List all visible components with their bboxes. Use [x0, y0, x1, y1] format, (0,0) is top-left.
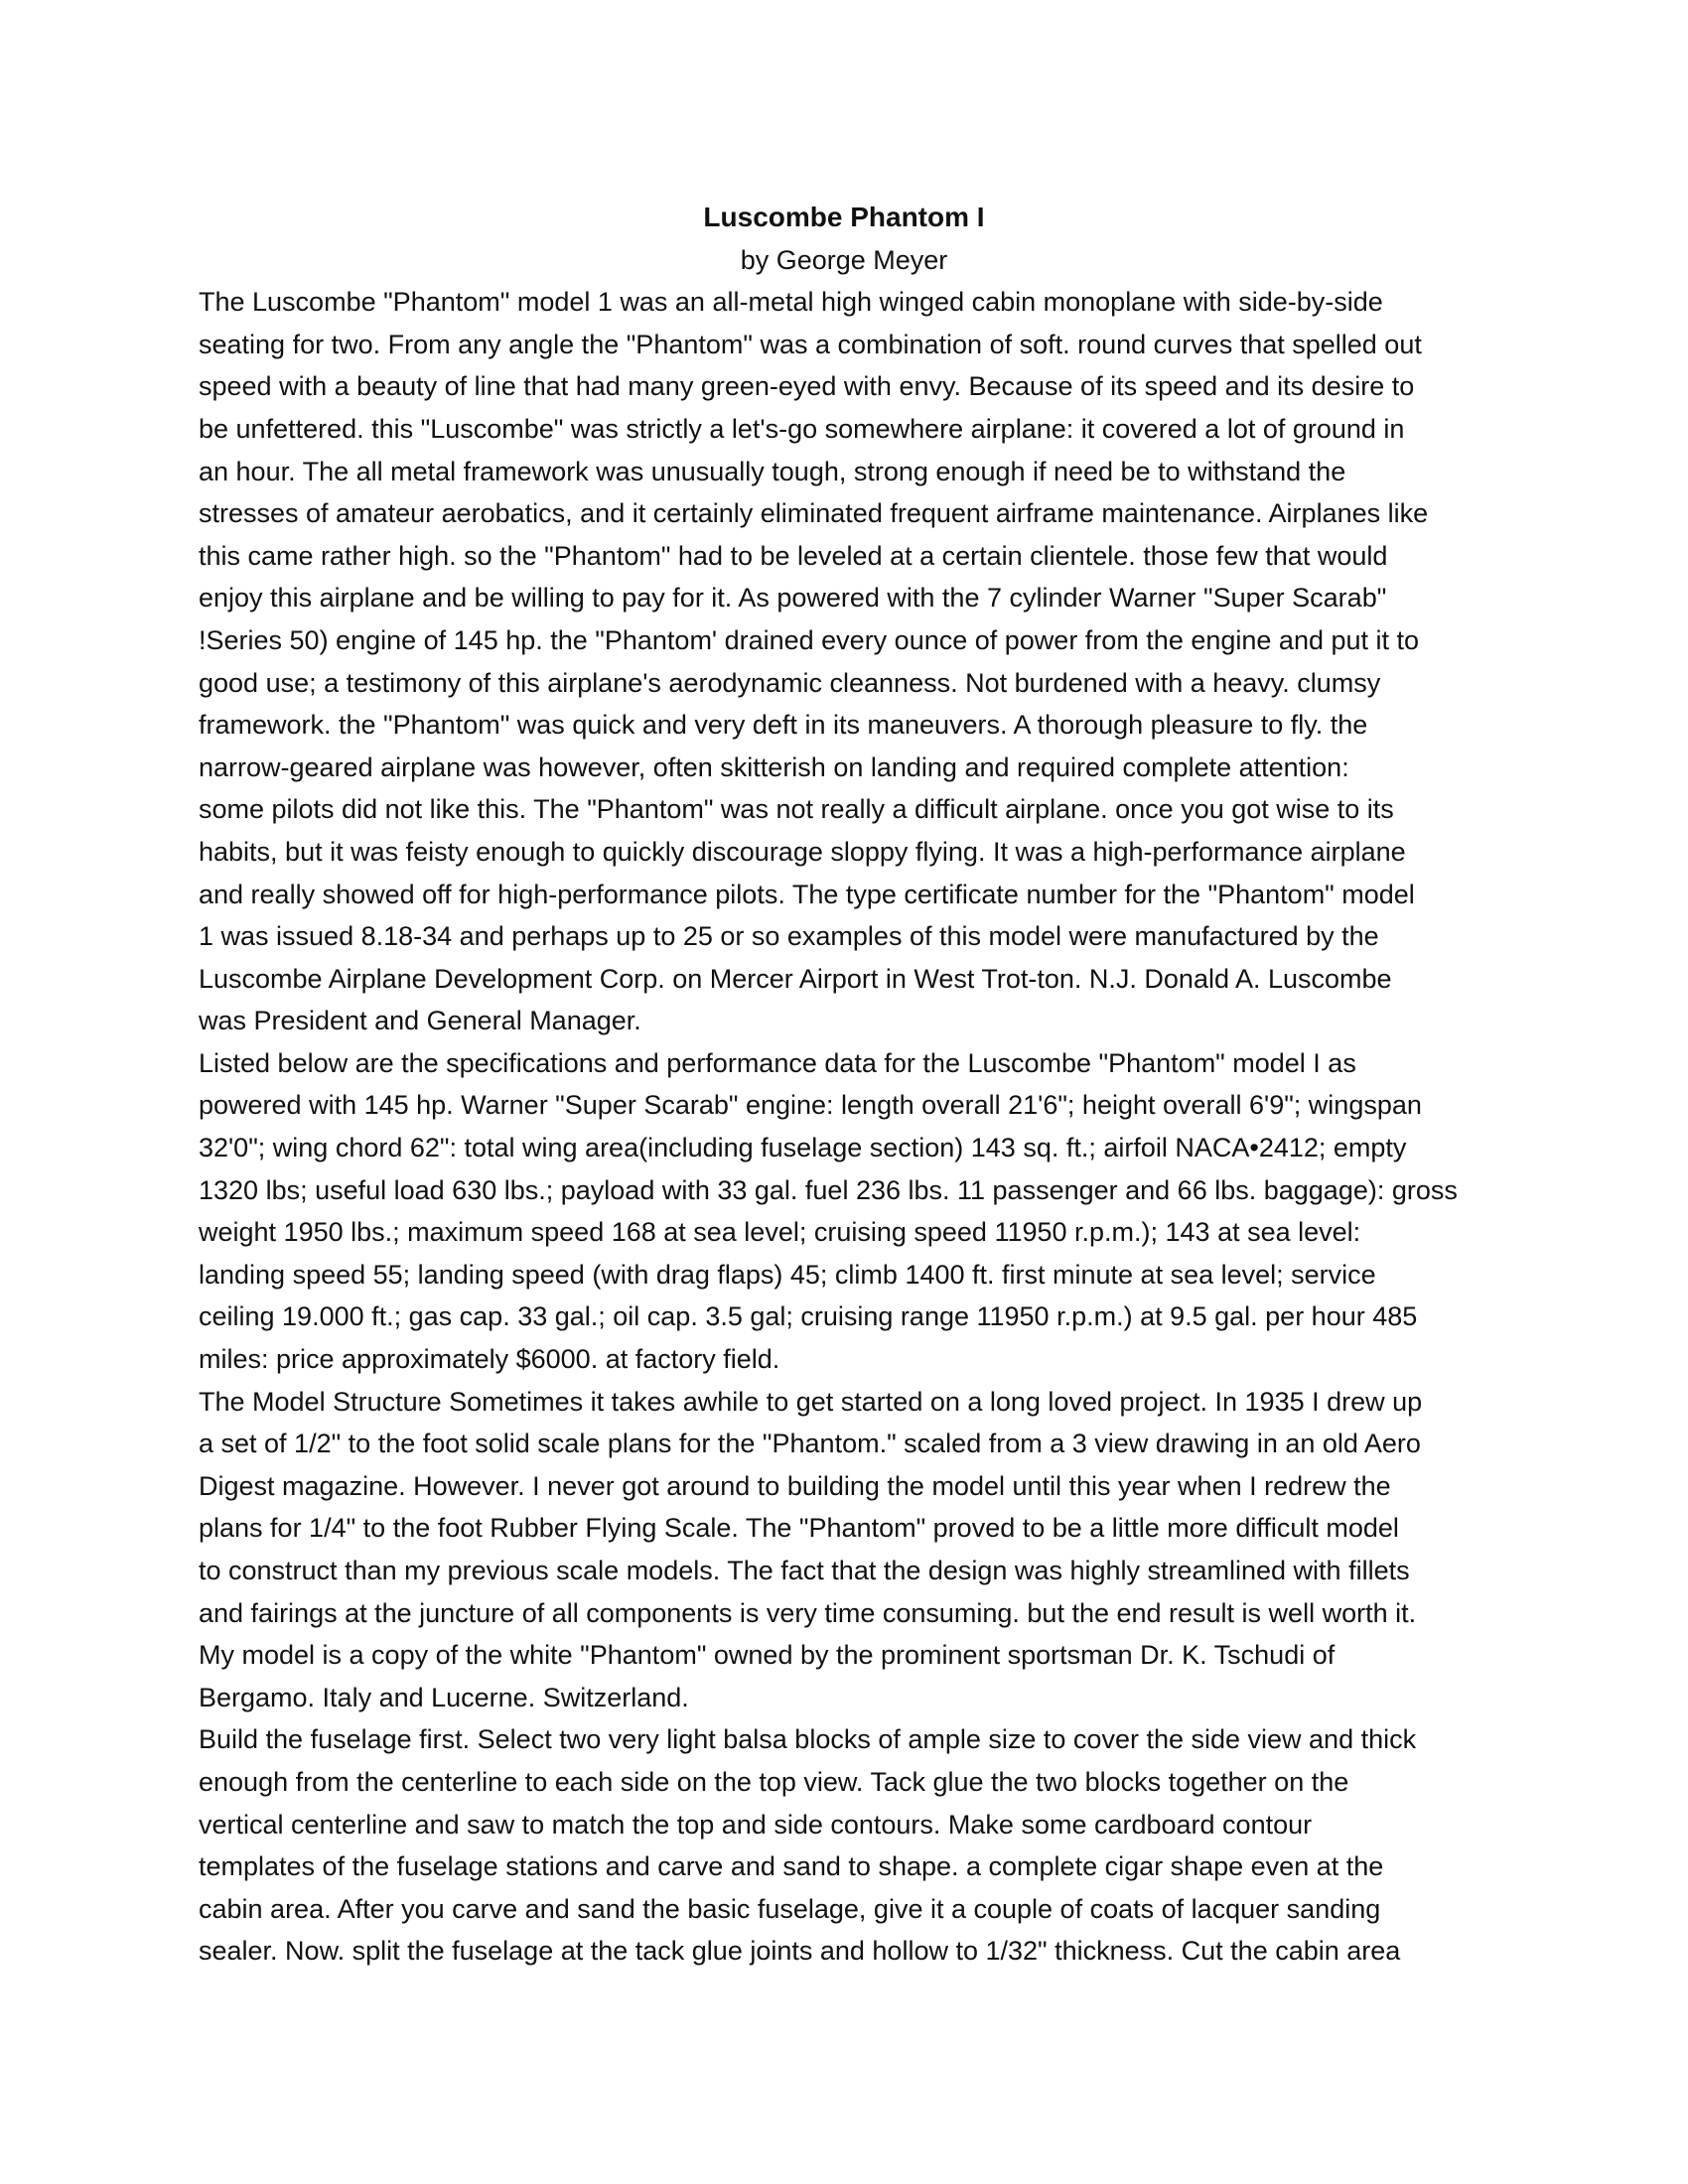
text-line: weight 1950 lbs.; maximum speed 168 at sea level; cruising speed 11950 r.p.m.); 143 at sea level: — [199, 1217, 1361, 1248]
text-line: some pilots did not like this. The "Phantom" was not really a difficult airplane. once you got wise to its — [199, 794, 1394, 825]
text-line: and fairings at the juncture of all components is very time consuming. but the end result is well worth it. — [199, 1597, 1417, 1628]
text-line: powered with 145 hp. Warner "Super Scarab" engine: length overall 21'6"; height overall 6'9"; wingspan — [199, 1090, 1422, 1121]
text-line: to construct than my previous scale models. The fact that the design was highly streamlined with fillets — [199, 1556, 1410, 1585]
text-line: Build the fuselage first. Select two very light balsa blocks of ample size to cover the side view and thick — [199, 1724, 1417, 1755]
text-line: ceiling 19.000 ft.; gas cap. 33 gal.; oil cap. 3.5 gal; cruising range 11950 r.p.m.) at 9.5 gal. per hour 485 — [199, 1301, 1418, 1332]
text-line: landing speed 55; landing speed (with drag flaps) 45; climb 1400 ft. first minute at sea level; service — [199, 1259, 1376, 1290]
text-line: stresses of amateur aerobatics, and it certainly eliminated frequent airframe maintenance. Airplanes like — [199, 498, 1429, 529]
paragraph — [199, 1042, 1489, 1381]
text-line: !Series 50) engine of 145 hp. the "Phantom' drained every ounce of power from the engine and put it to — [199, 624, 1420, 655]
text-line: Luscombe Airplane Development Corp. on Mercer Airport in West Trot-ton. N.J. Donald A. Luscombe — [199, 963, 1392, 994]
paragraphs-container — [199, 281, 1489, 1973]
text-line: Listed below are the specifications and performance data for the Luscombe "Phantom" model I as — [199, 1047, 1356, 1078]
text-line: miles: price approximately $6000. at factory field. — [199, 1344, 780, 1375]
text-line: was President and General Manager. — [199, 1006, 641, 1036]
text-line: plans for 1/4" to the foot Rubber Flying Scale. The "Phantom" proved to be a little more difficult model — [199, 1513, 1399, 1544]
text-line: The Luscombe "Phantom" model 1 was an all-metal high winged cabin monoplane with side-by-side — [199, 287, 1383, 318]
text-line: good use; a testimony of this airplane's aerodynamic cleanness. Not burdened with a heavy. clumsy — [199, 667, 1381, 698]
text-line: templates of the fuselage stations and carve and sand to shape. a complete cigar shape even at the — [199, 1851, 1384, 1882]
text-line: framework. the "Phantom" was quick and very deft in its maneuvers. A thorough pleasure to fly. the — [199, 710, 1368, 741]
text-line: The Model Structure Sometimes it takes awhile to get started on a long loved project. In 1935 I drew up — [199, 1386, 1423, 1417]
document-title: Luscombe Phantom I — [703, 202, 985, 232]
text-line: and really showed off for high-performance pilots. The type certificate number for the "Phantom" model — [199, 879, 1415, 909]
paragraph — [199, 1381, 1489, 1719]
text-line: sealer. Now. split the fuselage at the tack glue joints and hollow to 1/32" thickness. Cut the cabin area — [199, 1936, 1401, 1967]
text-line: seating for two. From any angle the "Phantom" was a combination of soft. round curves that spelled out — [199, 329, 1422, 359]
text-line: Digest magazine. However. I never got around to building the model until this year when I redrew the — [199, 1470, 1391, 1501]
text-line: vertical centerline and saw to match the top and side contours. Make some cardboard contour — [199, 1809, 1313, 1840]
text-line: this came rather high. so the "Phantom" had to be leveled at a certain clientele. those few that would — [199, 540, 1388, 571]
text-line: 1320 lbs; useful load 630 lbs.; payload with 33 gal. fuel 236 lbs. 11 passenger and 66 lbs. baggage): gross — [199, 1174, 1458, 1205]
text-line: 1 was issued 8.18-34 and perhaps up to 25 or so examples of this model were manufactured by the — [199, 921, 1379, 952]
text-line: enough from the centerline to each side on the top view. Tack glue the two blocks together on the — [199, 1766, 1349, 1797]
text-line: 32'0"; wing chord 62": total wing area(including fuselage section) 143 sq. ft.; airfoil NACA•2412; empty — [199, 1133, 1407, 1163]
text-line: narrow-geared airplane was however, often skitterish on landing and required complete attention: — [199, 751, 1349, 782]
document-body — [199, 197, 1489, 1973]
text-line: enjoy this airplane and be willing to pay for it. As powered with the 7 cylinder Warner "Super Scarab" — [199, 583, 1387, 614]
text-line: cabin area. After you carve and sand the basic fuselage, give it a couple of coats of lacquer sanding — [199, 1893, 1381, 1924]
text-line: a set of 1/2" to the foot solid scale plans for the "Phantom." scaled from a 3 view drawing in an old Aero — [199, 1429, 1421, 1459]
text-line: be unfettered. this "Luscombe" was strictly a let's-go somewhere airplane: it covered a lot of ground in — [199, 413, 1405, 444]
paragraph — [199, 281, 1489, 1042]
text-line: speed with a beauty of line that had many green-eyed with envy. Because of its speed and its desire to — [199, 371, 1415, 402]
document-byline: by George Meyer — [740, 244, 948, 275]
text-line: habits, but it was feisty enough to quickly discourage sloppy flying. It was a high-performance airplane — [199, 836, 1406, 867]
text-line: Bergamo. Italy and Lucerne. Switzerland. — [199, 1682, 689, 1712]
paragraph — [199, 1718, 1489, 1973]
text-line: an hour. The all metal framework was unusually tough, strong enough if need be to withstand the — [199, 456, 1346, 486]
text-line: My model is a copy of the white "Phantom" owned by the prominent sportsman Dr. K. Tschudi of — [199, 1640, 1336, 1671]
